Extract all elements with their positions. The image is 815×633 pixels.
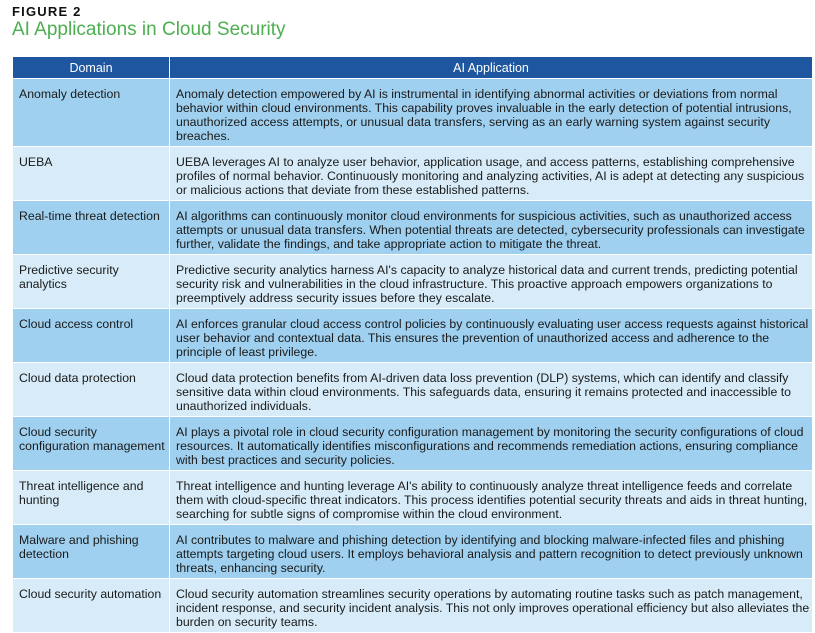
domain-cell: Malware and phishing detection xyxy=(13,525,170,579)
application-cell: AI plays a pivotal role in cloud security configuration management by monitoring the security configurations of cloud resources. It automatically identifies misconfigurations and recommends remediation actions, ensuring compliance with best practices and security policies. xyxy=(170,417,813,471)
table-row xyxy=(13,417,813,471)
application-cell: Predictive security analytics harness AI's capacity to analyze historical data and current trends, predicting potential security risk and vulnerabilities in the cloud infrastructure. This proactive approach empowers organizations to preemptively address security issues before they escalate. xyxy=(170,255,813,309)
table-row xyxy=(13,525,813,579)
application-cell: AI algorithms can continuously monitor cloud environments for suspicious activities, such as unauthorized access attempts or unusual data transfers. When potential threats are detected, cybersecurity professionals can investigate further, validate the findings, and take appropriate action to mitigate the threat. xyxy=(170,201,813,255)
application-cell: Cloud data protection benefits from AI-driven data loss prevention (DLP) systems, which can identify and classify sensitive data within cloud environments. This safeguards data, ensuring it remains protected and inaccessible to unauthorized individuals. xyxy=(170,363,813,417)
domain-cell: Cloud access control xyxy=(13,309,170,363)
domain-cell: Anomaly detection xyxy=(13,79,170,147)
table-row xyxy=(13,147,813,201)
domain-cell: Cloud security automation xyxy=(13,579,170,633)
table-row xyxy=(13,201,813,255)
domain-cell: Cloud data protection xyxy=(13,363,170,417)
domain-cell: Threat intelligence and hunting xyxy=(13,471,170,525)
application-cell: AI enforces granular cloud access control policies by continuously evaluating user access requests against historical user behavior and contextual data. This ensures the prevention of unauthorized access and adherence to the principle of least privilege. xyxy=(170,309,813,363)
domain-cell: Real-time threat detection xyxy=(13,201,170,255)
application-cell: Threat intelligence and hunting leverage AI's ability to continuously analyze threat intelligence feeds and correlate them with cloud-specific threat indicators. This process identifies potential security threats and aids in threat hunting, searching for subtle signs of compromise within the cloud environment. xyxy=(170,471,813,525)
figure-label: FIGURE 2 xyxy=(12,4,82,19)
application-cell: AI contributes to malware and phishing detection by identifying and blocking malware-infected files and phishing attempts targeting cloud users. It employs behavioral analysis and pattern recognition to detect previously unknown threats, enhancing security. xyxy=(170,525,813,579)
application-cell: UEBA leverages AI to analyze user behavior, application usage, and access patterns, establishing comprehensive profiles of normal behavior. Continuously monitoring and analyzing activities, AI is adept at detecting any suspicious or malicious actions that deviate from these established patterns. xyxy=(170,147,813,201)
table-row xyxy=(13,363,813,417)
table-row xyxy=(13,79,813,147)
table-row xyxy=(13,255,813,309)
table-row xyxy=(13,471,813,525)
header-ai-application: AI Application xyxy=(170,57,813,79)
table-row xyxy=(13,309,813,363)
table-row xyxy=(13,579,813,633)
domain-cell: Predictive security analytics xyxy=(13,255,170,309)
domain-cell: UEBA xyxy=(13,147,170,201)
domain-cell: Cloud security configuration management xyxy=(13,417,170,471)
ai-applications-table xyxy=(12,56,813,633)
application-cell: Cloud security automation streamlines security operations by automating routine tasks such as patch management, incident response, and security incident analysis. This not only improves operational efficiency but also alleviates the burden on security teams. xyxy=(170,579,813,633)
table-header-row xyxy=(13,57,813,79)
header-domain: Domain xyxy=(13,57,170,79)
figure-title: AI Applications in Cloud Security xyxy=(12,19,286,40)
application-cell: Anomaly detection empowered by AI is instrumental in identifying abnormal activities or deviations from normal behavior within cloud environments. This capability proves invaluable in the early detection of potential intrusions, unauthorized access attempts, or unusual data transfers, serving as an early warning system against security breaches. xyxy=(170,79,813,147)
